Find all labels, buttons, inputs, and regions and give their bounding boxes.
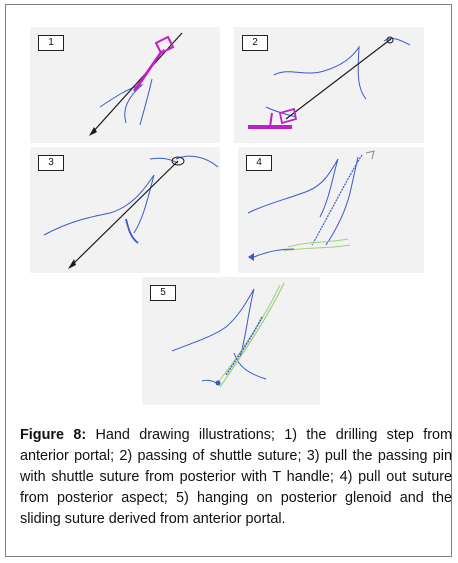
- panel-number: 3: [38, 155, 64, 171]
- panel-3: [30, 147, 220, 273]
- panel-1: [30, 27, 220, 143]
- panel-number: 2: [242, 35, 268, 51]
- figure-caption: [20, 425, 452, 530]
- figure-frame: [5, 4, 452, 557]
- panel-number: 5: [150, 285, 176, 301]
- panel-2: [234, 27, 424, 143]
- panel-number: 4: [246, 155, 272, 171]
- panel-number: 1: [38, 35, 64, 51]
- caption-text: Hand drawing illustrations; 1) the drilling step from anterior portal; 2) passing of shuttle suture; 3) pull the passing pin with shuttle suture from posterior with T handle; 4) pull out suture from posterior aspect; 5) hanging on posterior glenoid and the sliding suture derived from anterior portal.: [20, 427, 452, 527]
- caption-label: Figure 8:: [20, 427, 87, 443]
- panel-4: [238, 147, 424, 273]
- panel-5: [142, 277, 320, 405]
